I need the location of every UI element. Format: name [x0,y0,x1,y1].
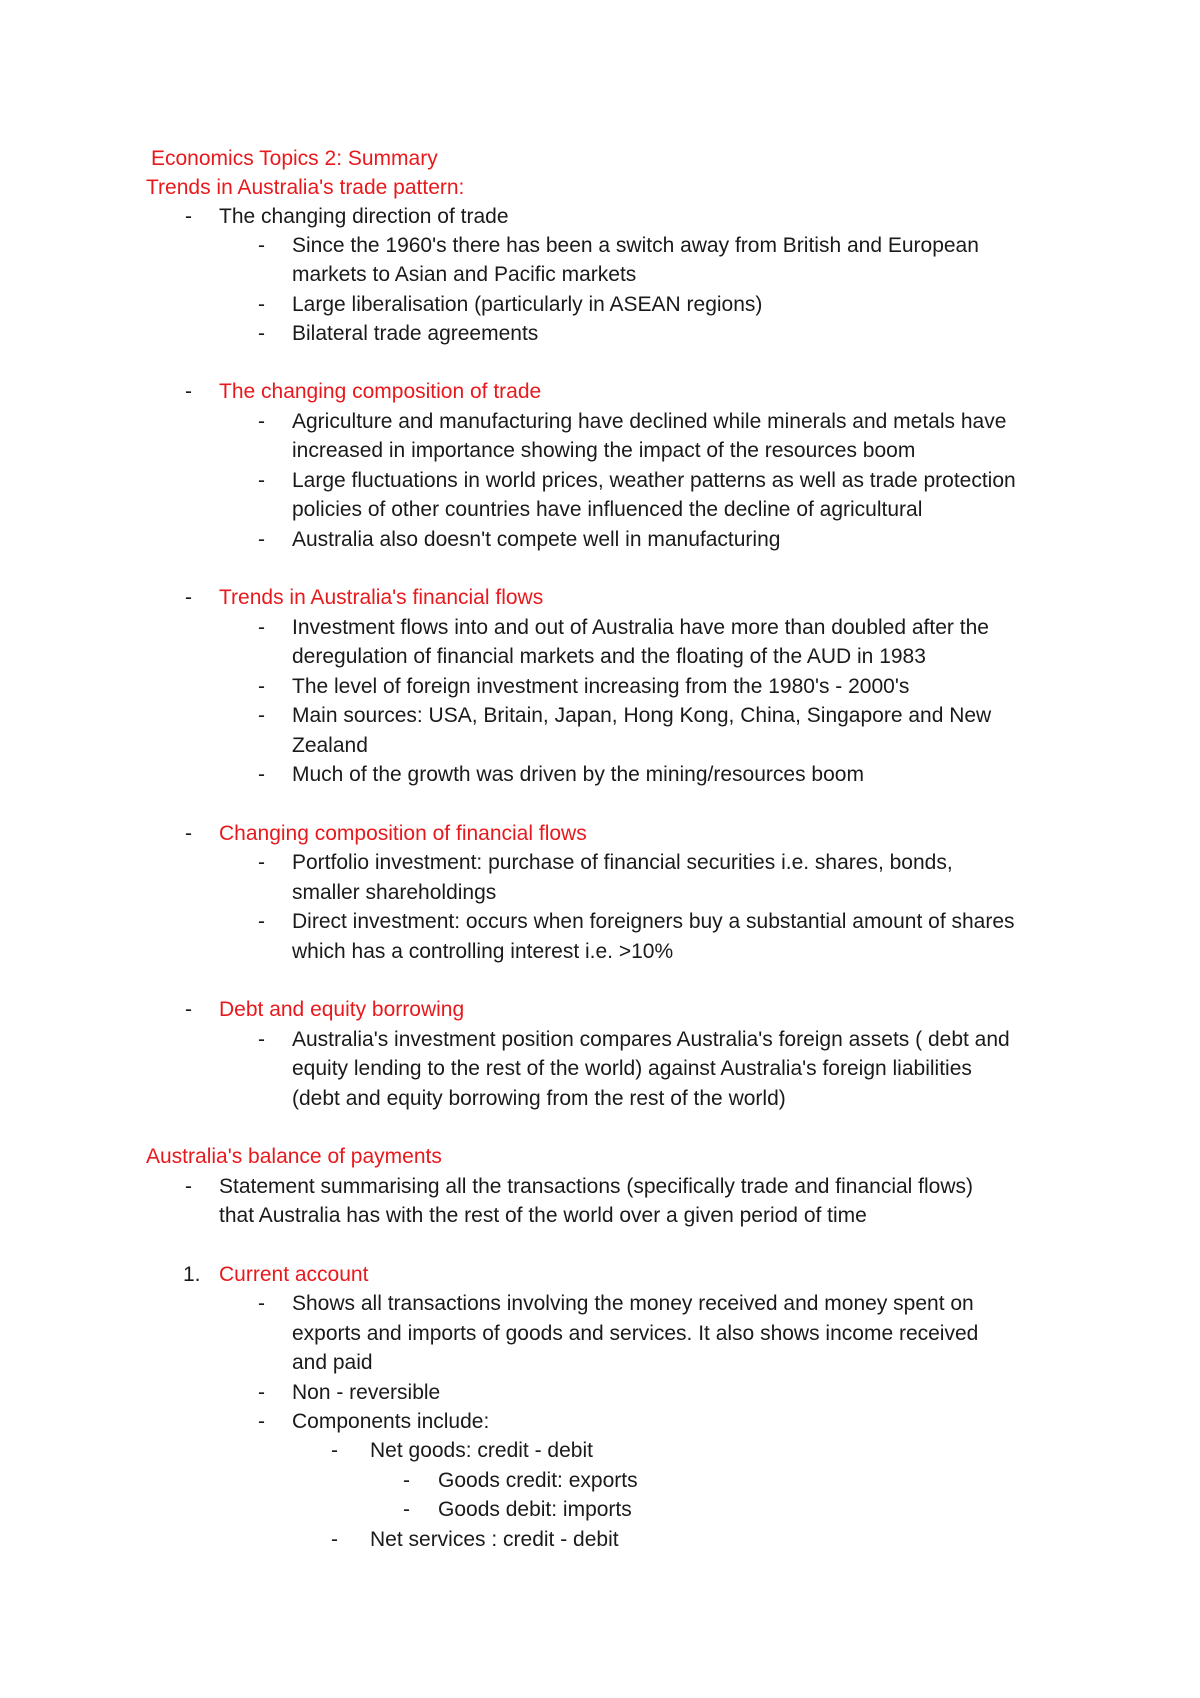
list-item: The changing direction of trade [219,205,509,228]
bullet-dash: - [258,1028,265,1051]
bullet-dash: - [258,1292,265,1315]
bullet-dash: - [185,205,192,228]
section-heading-trade-pattern: Trends in Australia's trade pattern: [146,176,465,199]
bullet-dash: - [258,293,265,316]
list-item: Portfolio investment: purchase of financial securities i.e. shares, bonds, [292,851,953,874]
list-item: Main sources: USA, Britain, Japan, Hong Kong, China, Singapore and New [292,704,992,727]
list-item-continuation: smaller shareholdings [292,881,497,904]
bullet-dash: - [258,528,265,551]
list-item: Large liberalisation (particularly in ASEAN regions) [292,293,763,316]
section-heading-balance-of-payments: Australia's balance of payments [146,1145,442,1168]
list-item-continuation: deregulation of financial markets and the floating of the AUD in 1983 [292,645,926,668]
bullet-dash: - [258,763,265,786]
list-item: Australia's investment position compares Australia's foreign assets ( debt and [292,1028,1010,1051]
list-item: Investment flows into and out of Australia have more than doubled after the [292,616,989,639]
list-item: Bilateral trade agreements [292,322,539,345]
list-item: Large fluctuations in world prices, weather patterns as well as trade protection [292,469,1016,492]
bullet-dash: - [185,380,192,403]
subheading-financial-flows: Trends in Australia's financial flows [219,586,544,609]
bullet-dash: - [258,910,265,933]
list-item: Agriculture and manufacturing have declined while minerals and metals have [292,410,1007,433]
bullet-dash: - [258,1410,265,1433]
bullet-dash: - [331,1439,338,1462]
list-item: Statement summarising all the transactions (specifically trade and financial flows) [219,1175,974,1198]
bullet-dash: - [258,851,265,874]
list-item-continuation: and paid [292,1351,373,1374]
list-item: Australia also doesn't compete well in manufacturing [292,528,781,551]
list-item-continuation: Zealand [292,734,368,757]
subheading-current-account: Current account [219,1263,369,1286]
list-item: The level of foreign investment increasing from the 1980's - 2000's [292,675,910,698]
subheading-composition-financial-flows: Changing composition of financial flows [219,822,587,845]
bullet-dash: - [258,234,265,257]
bullet-dash: - [258,675,265,698]
list-item-continuation: exports and imports of goods and services. It also shows income received [292,1322,979,1345]
subheading-debt-equity: Debt and equity borrowing [219,998,465,1021]
list-number: 1. [183,1263,201,1286]
bullet-dash: - [185,822,192,845]
list-item: Since the 1960's there has been a switch away from British and European [292,234,979,257]
bullet-dash: - [258,410,265,433]
bullet-dash: - [403,1498,410,1521]
bullet-dash: - [258,1381,265,1404]
bullet-dash: - [331,1528,338,1551]
list-item: Net goods: credit - debit [370,1439,593,1462]
list-item-continuation: policies of other countries have influenced the decline of agricultural [292,498,923,521]
list-item: Non - reversible [292,1381,441,1404]
bullet-dash: - [258,322,265,345]
bullet-dash: - [185,586,192,609]
list-item: Goods debit: imports [438,1498,632,1521]
list-item: Goods credit: exports [438,1469,638,1492]
bullet-dash: - [185,998,192,1021]
list-item-continuation: which has a controlling interest i.e. >10% [292,940,674,963]
bullet-dash: - [258,704,265,727]
list-item-continuation: markets to Asian and Pacific markets [292,263,637,286]
subheading-composition-of-trade: The changing composition of trade [219,380,542,403]
document-title: Economics Topics 2: Summary [151,147,438,170]
list-item-continuation: increased in importance showing the impact of the resources boom [292,439,916,462]
list-item: Direct investment: occurs when foreigners buy a substantial amount of shares [292,910,1015,933]
list-item-continuation: (debt and equity borrowing from the rest of the world) [292,1087,786,1110]
list-item-continuation: that Australia has with the rest of the world over a given period of time [219,1204,867,1227]
list-item: Components include: [292,1410,490,1433]
bullet-dash: - [185,1175,192,1198]
bullet-dash: - [403,1469,410,1492]
bullet-dash: - [258,469,265,492]
list-item: Net services : credit - debit [370,1528,619,1551]
bullet-dash: - [258,616,265,639]
list-item-continuation: equity lending to the rest of the world) against Australia's foreign liabilities [292,1057,972,1080]
list-item: Much of the growth was driven by the mining/resources boom [292,763,864,786]
list-item: Shows all transactions involving the money received and money spent on [292,1292,974,1315]
